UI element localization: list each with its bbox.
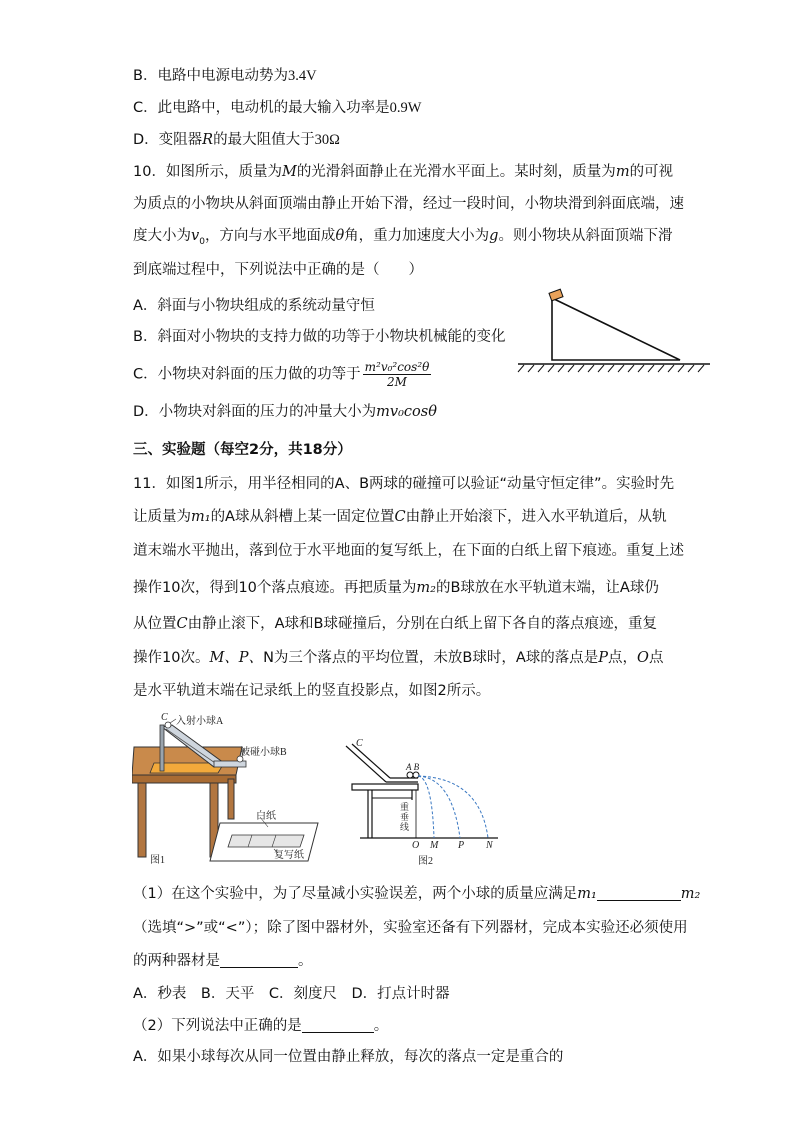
q10-option-d: D．小物块对斜面的压力的冲量大小为mv₀cosθ (133, 404, 437, 420)
fig2-label-c: C (356, 738, 363, 749)
q10-option-a: A．斜面与小物块组成的系统动量守恒 (133, 298, 375, 314)
fig2-label-n: N (486, 840, 493, 851)
figure-1 (132, 712, 332, 866)
fig2-label-p: P (458, 840, 465, 851)
fig1-label-c: C (161, 712, 168, 723)
answer-blank-mass[interactable] (597, 884, 681, 901)
figure-1-drawing (132, 715, 332, 865)
option-b-prev: B．电路中电源电动势为3.4V (133, 68, 317, 84)
fig1-label-white-paper: 白纸 (256, 811, 276, 822)
incline-figure (514, 288, 714, 374)
fig2-label-ab: A B (406, 762, 420, 772)
block (549, 289, 563, 301)
sub1-line-3: 的两种器材是 。 (133, 953, 313, 969)
q11-line-4: 操作10次，得到10个落点痕迹。再把质量为m₂的B球放在水平轨道末端，让A球仍 (133, 580, 659, 596)
option-c-prev: C．此电路中，电动机的最大输入功率是0.9W (133, 100, 422, 116)
fraction: $\frac{\text{m²v₀²cos²θ}}{2M}$ (364, 360, 430, 389)
q10-line-1: 10．如图所示，质量为M的光滑斜面静止在光滑水平面上。某时刻，质量为m的可视 (133, 164, 674, 180)
answer-blank-equipment[interactable] (220, 951, 298, 968)
fig2-caption: 图2 (418, 856, 433, 867)
fig1-label-ball-b: 被碰小球B (240, 747, 287, 758)
q11-line-6: 操作10次。M、P、N为三个落点的平均位置，未放B球时，A球的落点是P点，O点 (133, 650, 664, 666)
q10-option-b: B．斜面对小物块的支持力做的功等于小物块机械能的变化 (133, 329, 506, 345)
q10-line-4: 到底端过程中，下列说法中正确的是（ ） (133, 262, 423, 278)
fig1-caption: 图1 (150, 855, 165, 866)
q10-option-c: C．小物块对斜面的压力做的功等于 $\frac{\text{m²v₀²cos²θ}}{2M}$ (133, 360, 430, 389)
q10-line-3: 度大小为$v_0$，方向与水平地面成θ角，重力加速度大小为g。则小物块从斜面顶端下滑 (133, 228, 673, 247)
q11-line-2: 让质量为m₁的A球从斜槽上某一固定位置C由静止开始滚下，进入水平轨道后，从轨 (133, 509, 667, 525)
sub1-options: A．秒表 B．天平 C．刻度尺 D．打点计时器 (133, 986, 450, 1002)
sub2-line-1: （2）下列说法中正确的是 。 (133, 1018, 389, 1034)
sub2-option-a: A．如果小球每次从同一位置由静止释放，每次的落点一定是重合的 (133, 1049, 564, 1065)
fig1-label-ball-a: 入射小球A (176, 716, 224, 727)
q11-line-3: 道末端水平抛出，落到位于水平地面的复写纸上，在下面的白纸上留下痕迹。重复上述 (133, 543, 684, 559)
fig1-label-carbon-paper: 复写纸 (274, 850, 304, 861)
fig2-label-plumb: 重垂线 (400, 802, 410, 832)
q11-line-7: 是水平轨道末端在记录纸上的竖直投影点，如图2所示。 (133, 683, 491, 699)
option-d-prev: D．变阻器R的最大阻值大于30Ω (133, 132, 340, 148)
answer-blank-correct[interactable] (302, 1016, 374, 1033)
fig2-label-o: O (412, 840, 420, 851)
sub1-line-1: （1）在这个实验中，为了尽量减小实验误差，两个小球的质量应满足m₁ m₂ (133, 886, 701, 902)
fig2-label-m: M (430, 840, 439, 851)
q10-line-2: 为质点的小物块从斜面顶端由静止开始下滑，经过一段时间，小物块滑到斜面底端，速 (133, 196, 684, 212)
figure-2 (342, 740, 502, 865)
q11-line-5: 从位置C由静止滚下，A球和B球碰撞后，分别在白纸上留下各自的落点痕迹，重复 (133, 616, 657, 632)
figure-2-drawing (342, 740, 502, 850)
sub1-line-2: （选填“>”或“<”）；除了图中器材外，实验室还备有下列器材，完成本实验还必须使用 (133, 920, 688, 936)
section-heading: 三、实验题（每空2分，共18分） (133, 442, 352, 458)
q11-line-1: 11．如图1所示，用半径相同的A、B两球的碰撞可以验证“动量守恒定律”。实验时先 (133, 476, 675, 492)
